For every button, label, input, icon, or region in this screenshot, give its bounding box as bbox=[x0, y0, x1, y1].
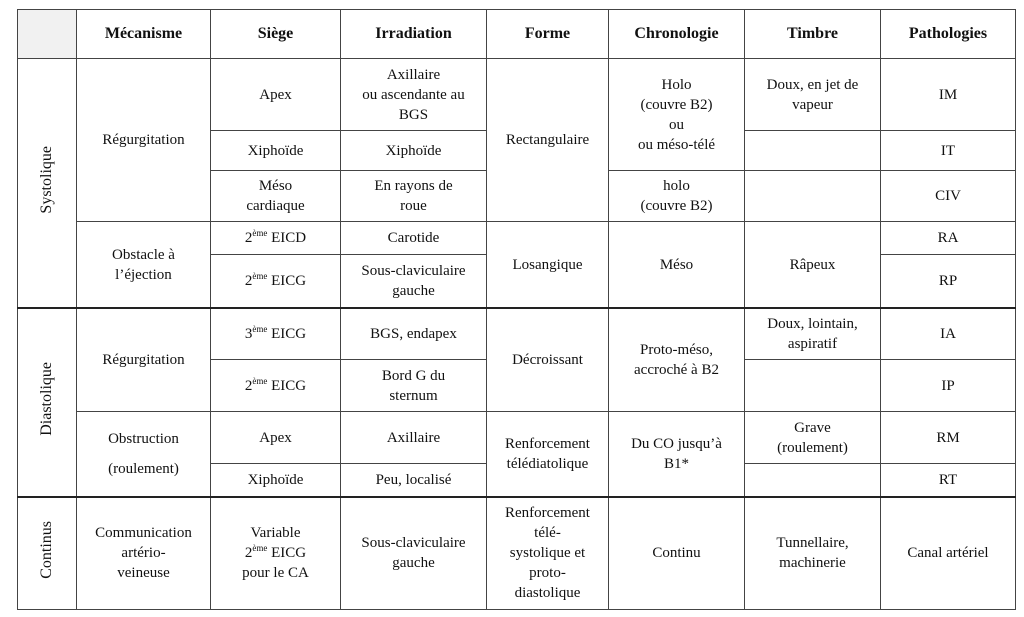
chronologie-meso: Méso bbox=[609, 222, 745, 308]
header-irradiation: Irradiation bbox=[341, 10, 487, 59]
pathologie-ra: RA bbox=[881, 222, 1016, 255]
forme-decroissant: Décroissant bbox=[487, 308, 609, 412]
siege-ia: 3ème EICG bbox=[211, 308, 341, 360]
irradiation-it: Xiphoïde bbox=[341, 131, 487, 171]
forme-renforcement-telediastolique: Renforcement télédiatolique bbox=[487, 412, 609, 497]
table-row-ia bbox=[18, 308, 1016, 360]
pathologie-ia: IA bbox=[881, 308, 1016, 360]
pathologie-ip: IP bbox=[881, 360, 1016, 412]
pathologie-rm: RM bbox=[881, 412, 1016, 464]
timbre-ip-empty bbox=[745, 360, 881, 412]
pathologie-canal-arteriel: Canal artériel bbox=[881, 497, 1016, 610]
chronologie-civ: holo (couvre B2) bbox=[609, 171, 745, 222]
irradiation-civ: En rayons de roue bbox=[341, 171, 487, 222]
table-row-canal-arteriel bbox=[18, 497, 1016, 610]
pathologie-im: IM bbox=[881, 59, 1016, 131]
irradiation-rt: Peu, localisé bbox=[341, 464, 487, 497]
timbre-rapeux: Râpeux bbox=[745, 222, 881, 308]
timbre-tunnellaire: Tunnellaire, machinerie bbox=[745, 497, 881, 610]
chronologie-proto-meso: Proto-méso, accroché à B2 bbox=[609, 308, 745, 412]
header-mecanisme: Mécanisme bbox=[77, 10, 211, 59]
siege-civ: Méso cardiaque bbox=[211, 171, 341, 222]
mecanisme-communication: Communication artério- veineuse bbox=[77, 497, 211, 610]
section-systolique bbox=[18, 59, 77, 308]
siege-ip: 2ème EICG bbox=[211, 360, 341, 412]
timbre-doux-lointain: Doux, lointain, aspiratif bbox=[745, 308, 881, 360]
header-timbre: Timbre bbox=[745, 10, 881, 59]
header-chronologie: Chronologie bbox=[609, 10, 745, 59]
chronologie-holo: Holo (couvre B2) ou ou méso-télé bbox=[609, 59, 745, 171]
section-diastolique-label: Diastolique bbox=[38, 362, 55, 436]
siege-it: Xiphoïde bbox=[211, 131, 341, 171]
irradiation-rp: Sous-claviculaire gauche bbox=[341, 255, 487, 308]
timbre-jet-de-vapeur: Doux, en jet de vapeur bbox=[745, 59, 881, 131]
table-row-ra bbox=[18, 222, 1016, 255]
siege-rp: 2ème EICG bbox=[211, 255, 341, 308]
header-siege: Siège bbox=[211, 10, 341, 59]
irradiation-ia: BGS, endapex bbox=[341, 308, 487, 360]
mecanisme-dia-regurgitation: Régurgitation bbox=[77, 308, 211, 412]
forme-rectangulaire: Rectangulaire bbox=[487, 59, 609, 222]
mecanisme-obstacle-ejection: Obstacle à l’éjection bbox=[77, 222, 211, 308]
pathologie-rp: RP bbox=[881, 255, 1016, 308]
siege-rm: Apex bbox=[211, 412, 341, 464]
table-row-rm bbox=[18, 412, 1016, 464]
header-corner-cell bbox=[18, 10, 77, 59]
section-diastolique bbox=[18, 308, 77, 497]
pathologie-it: IT bbox=[881, 131, 1016, 171]
mecanisme-obstruction: Obstruction (roulement) bbox=[77, 412, 211, 497]
pathologie-civ: CIV bbox=[881, 171, 1016, 222]
chronologie-continu: Continu bbox=[609, 497, 745, 610]
irradiation-continu: Sous-claviculaire gauche bbox=[341, 497, 487, 610]
section-systolique-label: Systolique bbox=[38, 145, 55, 214]
mecanisme-sys-regurgitation: Régurgitation bbox=[77, 59, 211, 222]
timbre-it-empty bbox=[745, 131, 881, 171]
timbre-grave: Grave (roulement) bbox=[745, 412, 881, 464]
section-continus bbox=[18, 497, 77, 610]
siege-rt: Xiphoïde bbox=[211, 464, 341, 497]
irradiation-im: Axillaire ou ascendante au BGS bbox=[341, 59, 487, 131]
timbre-rt-empty bbox=[745, 464, 881, 497]
forme-losangique: Losangique bbox=[487, 222, 609, 308]
heart-murmurs-table bbox=[17, 9, 1016, 610]
forme-continu: Renforcement télé- systolique et proto- diastolique bbox=[487, 497, 609, 610]
irradiation-ra: Carotide bbox=[341, 222, 487, 255]
siege-im: Apex bbox=[211, 59, 341, 131]
pathologie-rt: RT bbox=[881, 464, 1016, 497]
table-row-im bbox=[18, 59, 1016, 131]
header-pathologies: Pathologies bbox=[881, 10, 1016, 59]
chronologie-du-co: Du CO jusqu’à B1* bbox=[609, 412, 745, 497]
irradiation-ip: Bord G du sternum bbox=[341, 360, 487, 412]
siege-ra: 2ème EICD bbox=[211, 222, 341, 255]
irradiation-rm: Axillaire bbox=[341, 412, 487, 464]
header-forme: Forme bbox=[487, 10, 609, 59]
timbre-civ-empty bbox=[745, 171, 881, 222]
header-row bbox=[18, 10, 1016, 59]
section-continus-label: Continus bbox=[38, 521, 55, 580]
siege-continu: Variable 2ème EICG pour le CA bbox=[211, 497, 341, 610]
